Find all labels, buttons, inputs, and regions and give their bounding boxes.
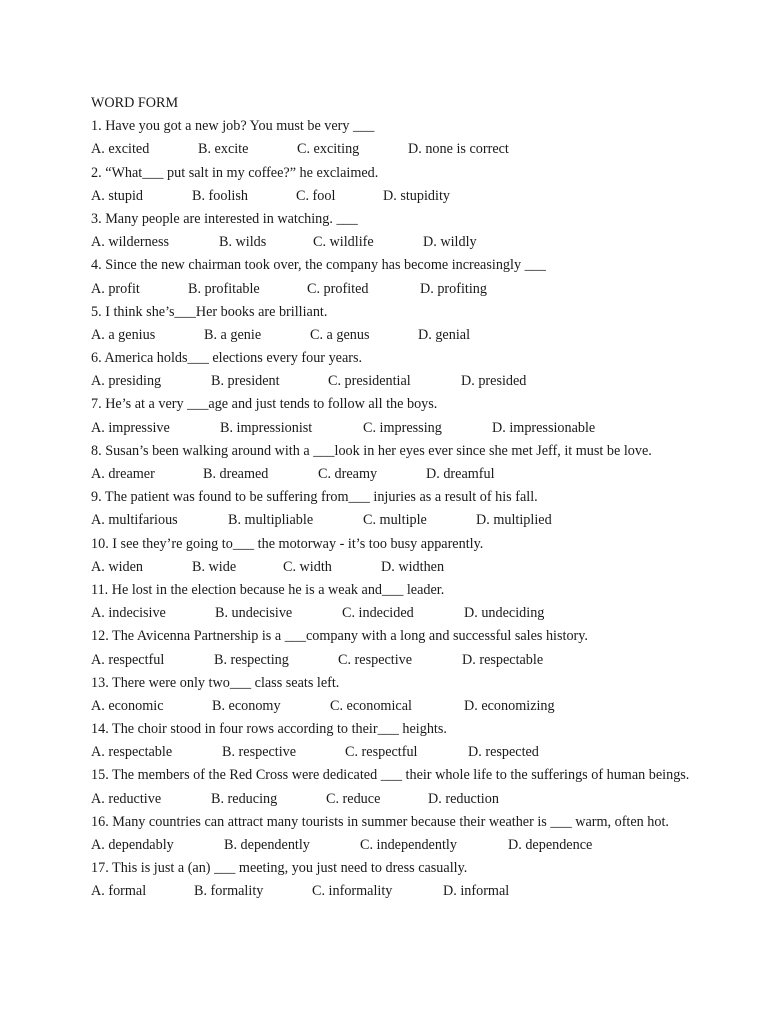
option-c: C. respective: [338, 651, 413, 668]
option-b: B. excite: [198, 141, 249, 158]
option-c: C. profited: [307, 280, 369, 297]
option-a: A. impressive: [91, 419, 170, 436]
answer-options: [91, 463, 731, 486]
option-d: D. wildly: [423, 234, 477, 251]
option-b: B. dreamed: [203, 466, 269, 482]
question-text: 17. This is just a (an) ___ meeting, you just need to dress casually.: [91, 860, 468, 877]
option-b: B. wilds: [219, 234, 267, 251]
option-c: C. a genus: [310, 326, 370, 343]
option-d: D. stupidity: [383, 187, 451, 204]
question-text: 10. I see they’re going to___ the motorway - it’s too busy apparently.: [91, 535, 484, 552]
option-b: B. foolish: [192, 187, 248, 204]
answer-options: [91, 509, 731, 532]
question-text: 1. Have you got a new job? You must be very ___: [91, 118, 375, 135]
option-b: B. president: [211, 373, 280, 390]
option-d: D. reduction: [428, 790, 499, 807]
option-c: C. width: [283, 558, 332, 575]
option-b: B. multipliable: [228, 512, 314, 529]
worksheet-title: WORD FORM: [91, 95, 179, 111]
option-d: D. dependence: [508, 837, 593, 854]
question-text: 15. The members of the Red Cross were dedicated ___ their whole life to the sufferings of human beings.: [91, 767, 690, 784]
option-a: A. widen: [91, 558, 144, 575]
option-d: D. respectable: [462, 651, 544, 668]
option-c: C. respectful: [345, 744, 418, 761]
option-d: D. impressionable: [492, 419, 596, 436]
option-c: C. wildlife: [313, 234, 374, 251]
option-a: A. a genius: [91, 326, 156, 343]
worksheet: [91, 92, 731, 904]
answer-options: [91, 231, 731, 254]
answer-options: [91, 834, 731, 857]
answer-options: [91, 185, 731, 208]
option-a: A. respectable: [91, 744, 173, 761]
answer-options: [91, 788, 731, 811]
option-a: A. wilderness: [91, 234, 170, 251]
question-text: 2. “What___ put salt in my coffee?” he exclaimed.: [91, 164, 379, 181]
option-a: A. formal: [91, 883, 147, 900]
option-d: D. presided: [461, 373, 527, 390]
answer-options: [91, 278, 731, 301]
answer-options: [91, 370, 731, 393]
option-b: B. a genie: [204, 326, 262, 343]
answer-options: [91, 602, 731, 625]
question-text: 4. Since the new chairman took over, the company has become increasingly ___: [91, 257, 546, 274]
option-b: B. formality: [194, 883, 264, 900]
option-c: C. presidential: [328, 373, 411, 390]
answer-options: [91, 695, 731, 718]
option-d: D. profiting: [420, 280, 487, 297]
option-b: B. reducing: [211, 790, 278, 807]
option-a: A. reductive: [91, 790, 162, 807]
option-b: B. undecisive: [215, 605, 293, 622]
option-a: A. respectful: [91, 651, 165, 668]
option-c: C. multiple: [363, 512, 427, 529]
answer-options: [91, 324, 731, 347]
option-a: A. economic: [91, 697, 164, 714]
question-text: 16. Many countries can attract many tourists in summer because their weather is ___ warm, often hot.: [91, 813, 669, 830]
option-b: B. economy: [212, 697, 281, 714]
option-d: D. dreamful: [426, 466, 495, 482]
option-a: A. indecisive: [91, 605, 166, 622]
option-c: C. fool: [296, 187, 336, 204]
option-c: C. reduce: [326, 790, 381, 807]
option-c: C. economical: [330, 697, 412, 714]
option-b: B. impressionist: [220, 419, 313, 436]
option-b: B. wide: [192, 558, 237, 575]
option-d: D. genial: [418, 326, 471, 343]
question-text: 14. The choir stood in four rows according to their___ heights.: [91, 721, 447, 738]
option-a: A. profit: [91, 280, 140, 297]
option-d: D. multiplied: [476, 512, 552, 529]
option-d: D. respected: [468, 744, 539, 761]
option-d: D. none is correct: [408, 141, 509, 158]
option-b: B. respecting: [214, 651, 289, 668]
question-text: 13. There were only two___ class seats left.: [91, 674, 340, 691]
option-d: D. widthen: [381, 558, 445, 575]
option-c: C. impressing: [363, 419, 442, 436]
question-text: 3. Many people are interested in watching. ___: [91, 210, 358, 227]
option-a: A. presiding: [91, 373, 162, 390]
option-c: C. indecided: [342, 605, 414, 622]
option-d: D. informal: [443, 883, 510, 900]
question-text: 9. The patient was found to be suffering from___ injuries as a result of his fall.: [91, 489, 538, 506]
option-c: C. informality: [312, 883, 393, 900]
question-text: 11. He lost in the election because he is a weak and___ leader.: [91, 581, 445, 598]
option-a: A. dependably: [91, 837, 174, 854]
option-c: C. exciting: [297, 141, 360, 158]
option-c: C. dreamy: [318, 466, 378, 482]
answer-options: [91, 556, 731, 579]
question-text: 5. I think she’s___Her books are brilliant.: [91, 303, 328, 320]
question-text: 7. He’s at a very ___age and just tends to follow all the boys.: [91, 396, 438, 413]
answer-options: [91, 649, 731, 672]
question-text: 8. Susan’s been walking around with a ___look in her eyes ever since she met Jeff, it must be love.: [91, 442, 652, 459]
option-a: A. dreamer: [91, 466, 155, 482]
option-c: C. independently: [360, 837, 457, 854]
answer-options: [91, 880, 731, 903]
answer-options: [91, 741, 731, 764]
option-d: D. undeciding: [464, 605, 545, 622]
option-a: A. stupid: [91, 187, 144, 204]
answer-options: [91, 138, 731, 161]
question-text: 6. America holds___ elections every four years.: [91, 350, 363, 367]
question-text: 12. The Avicenna Partnership is a ___company with a long and successful sales history.: [91, 628, 588, 645]
option-b: B. respective: [222, 744, 297, 761]
option-a: A. excited: [91, 141, 150, 158]
answer-options: [91, 417, 731, 440]
option-b: B. profitable: [188, 280, 260, 297]
option-b: B. dependently: [224, 837, 310, 854]
option-d: D. economizing: [464, 697, 555, 714]
option-a: A. multifarious: [91, 512, 178, 529]
